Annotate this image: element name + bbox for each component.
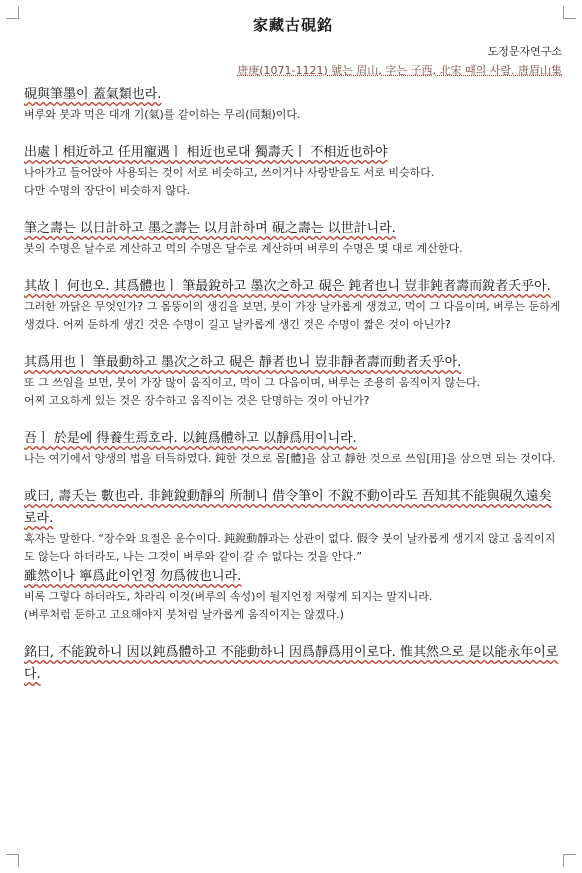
translation-line: 나는 여기에서 양생의 법을 터득하였다. 鈍한 것으로 몸[體]을 삼고 靜한 것으로 쓰임[用]을 삼으면 되는 것이다. [24, 452, 556, 465]
page-corner-mark [563, 6, 576, 19]
author-line: 도정문자연구소 [487, 45, 562, 58]
translation-line: (벼루처럼 둔하고 고요해야지 붓처럼 날카롭게 움직이지는 않겠다.) [24, 608, 344, 621]
translation-line: 혹자는 말한다. “장수와 요절은 운수이다. 鈍銳動靜과는 상관이 없다. 假令 붓이 날카롭게 생기지 않고 움직이지도 않는다 하더라도, 나는 그것이 벼루와 같이 갈 수 없다는 것을 안다.” [24, 532, 556, 563]
section-2 [24, 142, 562, 200]
author-bio [24, 62, 562, 78]
section-heading: 銘曰, 不能銳하니 因以鈍爲體하고 不能動하니 因爲靜爲用이로다. 惟其然으로 是以能永年이로다. [24, 645, 559, 682]
section-5 [24, 352, 562, 410]
section-8 [24, 642, 562, 686]
translation-line: 또 그 쓰임을 보면, 붓이 가장 많이 움직이고, 먹이 그 다음이며, 벼루는 조용히 움직이지 않는다. [24, 376, 481, 389]
translation-line: 나아가고 들어앉아 사용되는 것이 서로 비슷하고, 쓰이거나 사랑받음도 서로 비슷하다. [24, 166, 435, 179]
section-3 [24, 218, 562, 258]
section-4 [24, 276, 562, 334]
translation-line: 어찌 고요하게 있는 것은 장수하고 움직이는 것은 단명하는 것이 아닌가? [24, 394, 370, 407]
bio-text: 唐庚(1071-1121) 號는 眉山, 字는 子西, 北宋 때의 사람. 唐眉山集 [237, 64, 562, 77]
section-7 [24, 486, 562, 624]
section-1 [24, 84, 562, 124]
section-heading: 吾ㅣ 於是에 得養生焉호라. 以鈍爲體하고 以靜爲用이니라. [24, 431, 357, 446]
document-page [24, 14, 562, 686]
translation-line: 비록 그렇다 하더라도, 차라리 이것(벼루의 속성)이 될지언정 저렇게 되지는 말지니라. [24, 590, 433, 603]
section-subheading: 雖然이나 寧爲此이언정 勿爲彼也니라. [24, 569, 242, 584]
page-corner-mark [563, 854, 576, 867]
section-heading: 其爲用也ㅣ 筆最動하고 墨次之하고 硯은 靜者也니 豈非靜者壽而動者夭乎아. [24, 355, 462, 370]
section-heading: 出處ㅣ相近하고 任用寵遇ㅣ 相近也로대 獨壽夭ㅣ 不相近也하야 [24, 145, 388, 160]
section-6 [24, 428, 562, 468]
translation-line: 그러한 까닭은 무엇인가? 그 몸뚱이의 생김을 보면, 붓이 가장 날카롭게 생겼고, 먹이 그 다음이며, 벼루는 둔하게 생겼다. 어찌 둔하게 생긴 것은 수명이 길고 날카롭게 생긴 것은 수명이 짧은 것이 아닌가? [24, 300, 561, 331]
translation-line: 벼루와 붓과 먹은 대개 기(氣)를 같이하는 무리(同類)이다. [24, 108, 301, 121]
section-heading: 硯與筆墨이 蓋氣類也라. [24, 87, 162, 102]
page-corner-mark [6, 6, 19, 19]
translation-line: 다만 수명의 장단이 비슷하지 않다. [24, 184, 191, 197]
document-title: 家藏古硯銘 [252, 16, 333, 34]
section-heading: 其故ㅣ 何也오. 其爲體也ㅣ 筆最銳하고 墨次之하고 硯은 鈍者也니 豈非鈍者壽而銳者夭乎아. [24, 279, 551, 294]
section-heading: 或曰, 壽夭는 數也라. 非鈍銳動靜의 所制니 借令筆이 不銳不動이라도 吾知其不能與硯久遠矣로라. [24, 489, 552, 526]
section-heading: 筆之壽는 以日計하고 墨之壽는 以月計하며 硯之壽는 以世計니라. [24, 221, 396, 236]
page-corner-mark [6, 854, 19, 867]
translation-line: 붓의 수명은 날수로 계산하고 먹의 수명은 달수로 계산하며 벼루의 수명은 몇 대로 계산한다. [24, 242, 463, 255]
